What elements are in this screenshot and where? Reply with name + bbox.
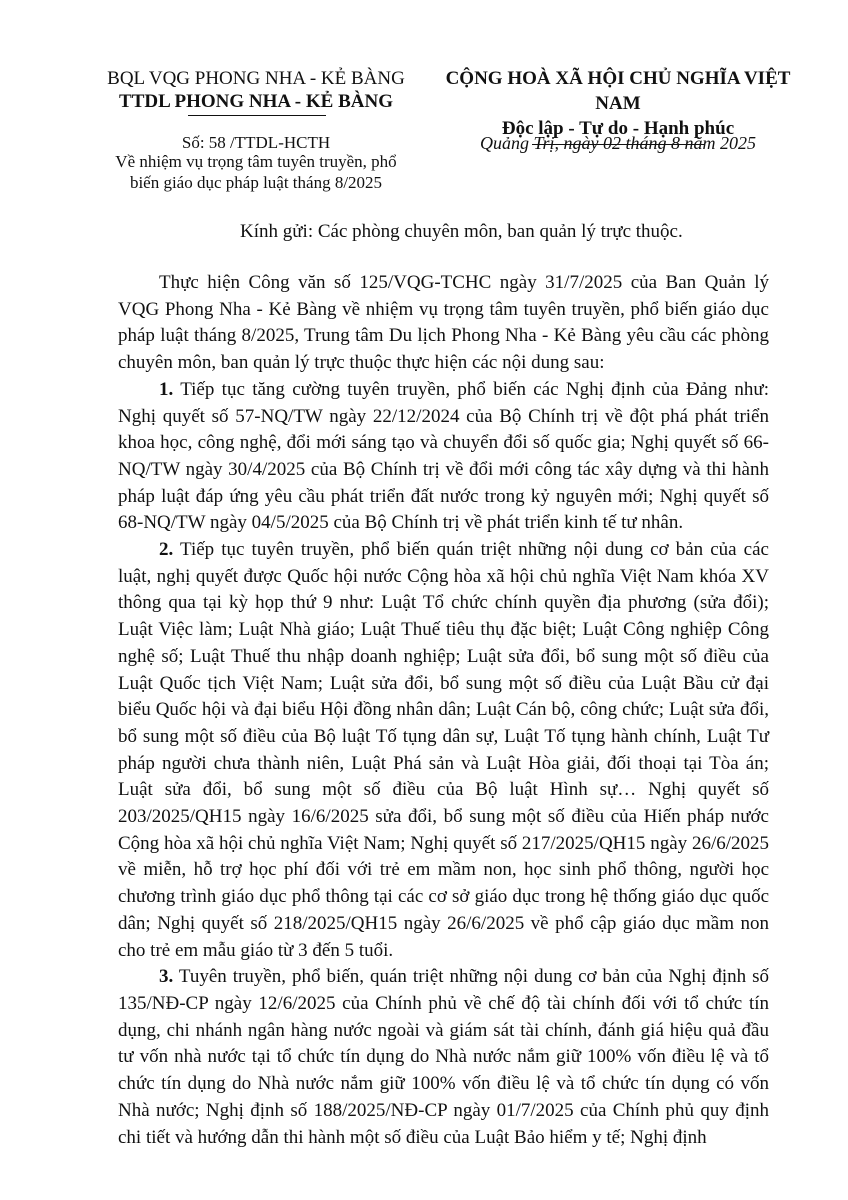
national-motto: Độc lập - Tự do - Hạnh phúc	[501, 118, 735, 139]
subject-line-1: Về nhiệm vụ trọng tâm tuyên truyền, phổ	[115, 152, 397, 171]
item-text: Tiếp tục tăng cường tuyên truyền, phổ biến các Nghị định của Đảng như: Nghị quyết số 57-NQ/TW ngày 22/12/2024 của Bộ Chính trị về đột phá phát triển khoa học, công nghệ, đổi mới sáng tạo và chuyển đổi số quốc gia; Nghị quyết số 66-NQ/TW ngày 30/4/2025 của Bộ Chính trị về đổi mới công tác xây dựng và thi hành pháp luật đáp ứng yêu cầu phát triển đất nước trong kỷ nguyên mới; Nghị quyết số 68-NQ/TW ngày 04/5/2025 của Bộ Chính trị về phát triển kinh tế tư nhân.	[118, 378, 769, 534]
list-item	[118, 964, 769, 1151]
intro-paragraph: Thực hiện Công văn số 125/VQG-TCHC ngày 31/7/2025 của Ban Quản lý VQG Phong Nha - Kẻ Bàng về nhiệm vụ trọng tâm tuyên truyền, phổ biến giáo dục pháp luật tháng 8/2025, Trung tâm Du lịch Phong Nha - Kẻ Bàng yêu cầu các phòng chuyên môn, ban quản lý trực thuộc thực hiện các nội dung sau:	[118, 272, 769, 374]
document-number: Số: 58 /TTDL-HCTH	[181, 133, 331, 152]
place-and-date: Quảng Trị, ngày 02 tháng 8 năm 2025	[479, 133, 756, 153]
document-subject	[96, 151, 416, 193]
item-text: Tuyên truyền, phổ biến, quán triệt những nội dung cơ bản của Nghị định số 135/NĐ-CP ngày 12/6/2025 của Chính phủ về chế độ tài chính đối với tổ chức tín dụng, chi nhánh ngân hàng nước ngoài và giám sát tài chính, đánh giá hiệu quả đầu tư vốn nhà nước tại tổ chức tín dụng do Nhà nước nắm giữ 100% vốn điều lệ và tổ chức tín dụng do Nhà nước nắm giữ 100% vốn điều lệ và tổ chức tín dụng có vốn Nhà nước; Nghị định số 188/2025/NĐ-CP ngày 01/7/2025 của Chính phủ quy định chi tiết và hướng dẫn thi hành một số điều của Luật Bảo hiểm y tế; Nghị định	[118, 966, 769, 1148]
document-body	[118, 270, 769, 1151]
issuing-agency-block	[96, 66, 416, 123]
unit-underline	[96, 113, 416, 123]
subject-line-2: biến giáo dục pháp luật tháng 8/2025	[129, 173, 383, 192]
item-number: 2.	[159, 539, 174, 561]
recipients-line: Kính gửi: Các phòng chuyên môn, ban quản lý trực thuộc.	[240, 221, 683, 242]
list-item	[118, 377, 769, 537]
item-number: 1.	[159, 378, 174, 400]
parent-agency: BQL VQG PHONG NHA - KẺ BÀNG	[107, 68, 405, 89]
list-item	[118, 537, 769, 964]
nation-name: CỘNG HOÀ XÃ HỘI CHỦ NGHĨA VIỆT NAM	[445, 68, 791, 114]
item-text: Tiếp tục tuyên truyền, phổ biến quán triệt những nội dung cơ bản của các luật, nghị quyết được Quốc hội nước Cộng hòa xã hội chủ nghĩa Việt Nam khóa XV thông qua tại kỳ họp thứ 9 như: Luật Tổ chức chính quyền địa phương (sửa đổi); Luật Việc làm; Luật Nhà giáo; Luật Thuế tiêu thụ đặc biệt; Luật Công nghiệp Công nghệ số; Luật Thuế thu nhập doanh nghiệp; Luật sửa đổi, bổ sung một số điều của Luật Quốc tịch Việt Nam; Luật sửa đổi, bổ sung một số điều của Luật Bầu cử đại biểu Quốc hội và đại biểu Hội đồng nhân dân; Luật Cán bộ, công chức; Luật sửa đổi, bổ sung một số điều của Bộ luật Tố tụng dân sự, Luật Tố tụng hành chính, Luật Tư pháp người chưa thành niên, Luật Phá sản và Luật Hòa giải, đối thoại tại Tòa án; Luật sửa đổi, bổ sung một số điều của Bộ luật Hình sự… Nghị quyết số 203/2025/QH15 ngày 16/6/2025 sửa đổi, bổ sung một số điều của Hiến pháp nước Cộng hòa xã hội chủ nghĩa Việt Nam; Nghị quyết số 217/2025/QH15 ngày 26/6/2025 về miễn, hỗ trợ học phí đối với trẻ em mầm non, học sinh phổ thông, người học chương trình giáo dục phổ thông tại các cơ sở giáo dục trong hệ thống giáo dục quốc dân; Nghị quyết số 218/2025/QH15 ngày 26/6/2025 về phổ cập giáo dục mầm non cho trẻ em mẫu giáo từ 3 đến 5 tuổi.	[118, 539, 769, 961]
item-number: 3.	[159, 966, 174, 988]
issuing-unit: TTDL PHONG NHA - KẺ BÀNG	[119, 91, 393, 112]
